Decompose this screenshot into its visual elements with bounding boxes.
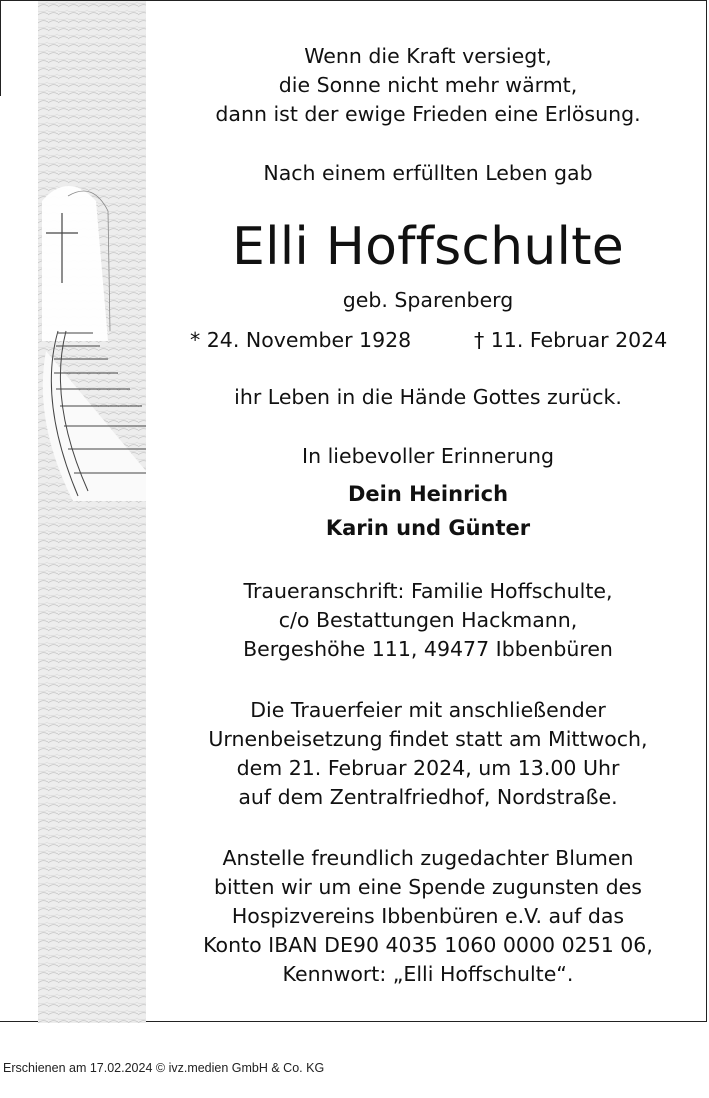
donation-line-5: Kennwort: „Elli Hoffschulte“. xyxy=(282,962,574,986)
mourner-line-1: Dein Heinrich xyxy=(347,482,509,506)
remembrance-text: In liebevoller Erinnerung xyxy=(302,444,554,468)
maiden-name: geb. Sparenberg xyxy=(342,288,514,312)
ceremony-line-1: Die Trauerfeier mit anschließender xyxy=(250,698,606,722)
intro-text: Nach einem erfüllten Leben gab xyxy=(263,161,593,185)
donation-line-4: Konto IBAN DE90 4035 1060 0000 0251 06, xyxy=(203,933,653,957)
ceremony-line-3: dem 21. Februar 2024, um 13.00 Uhr xyxy=(236,756,620,780)
donation-line-2: bitten wir um eine Spende zugunsten des xyxy=(214,875,642,899)
staircase-cross-icon xyxy=(38,1,146,1023)
death-date: † 11. Februar 2024 xyxy=(474,328,668,352)
donation-line-3: Hospizvereins Ibbenbüren e.V. auf das xyxy=(231,904,625,928)
verse-line-2: die Sonne nicht mehr wärmt, xyxy=(278,73,578,97)
border-edge xyxy=(0,1,1,96)
address-line-2: c/o Bestattungen Hackmann, xyxy=(278,608,578,632)
verse-line-3: dann ist der ewige Frieden eine Erlösung. xyxy=(215,102,641,126)
ceremony-line-2: Urnenbeisetzung findet statt am Mittwoch, xyxy=(208,727,648,751)
publication-footer: Erschienen am 17.02.2024 © ivz.medien GmbH & Co. KG xyxy=(3,1061,325,1075)
address-line-3: Bergeshöhe 111, 49477 Ibbenbüren xyxy=(243,637,613,661)
donation-line-1: Anstelle freundlich zugedachter Blumen xyxy=(222,846,634,870)
address-line-1: Traueranschrift: Familie Hoffschulte, xyxy=(243,579,613,603)
ceremony-line-4: auf dem Zentralfriedhof, Nordstraße. xyxy=(238,785,618,809)
mourner-line-2: Karin und Günter xyxy=(325,516,531,540)
outro-text: ihr Leben in die Hände Gottes zurück. xyxy=(234,385,622,409)
deceased-name: Elli Hoffschulte xyxy=(232,217,624,277)
birth-date: * 24. November 1928 xyxy=(190,328,412,352)
verse-line-1: Wenn die Kraft versiegt, xyxy=(304,44,552,68)
